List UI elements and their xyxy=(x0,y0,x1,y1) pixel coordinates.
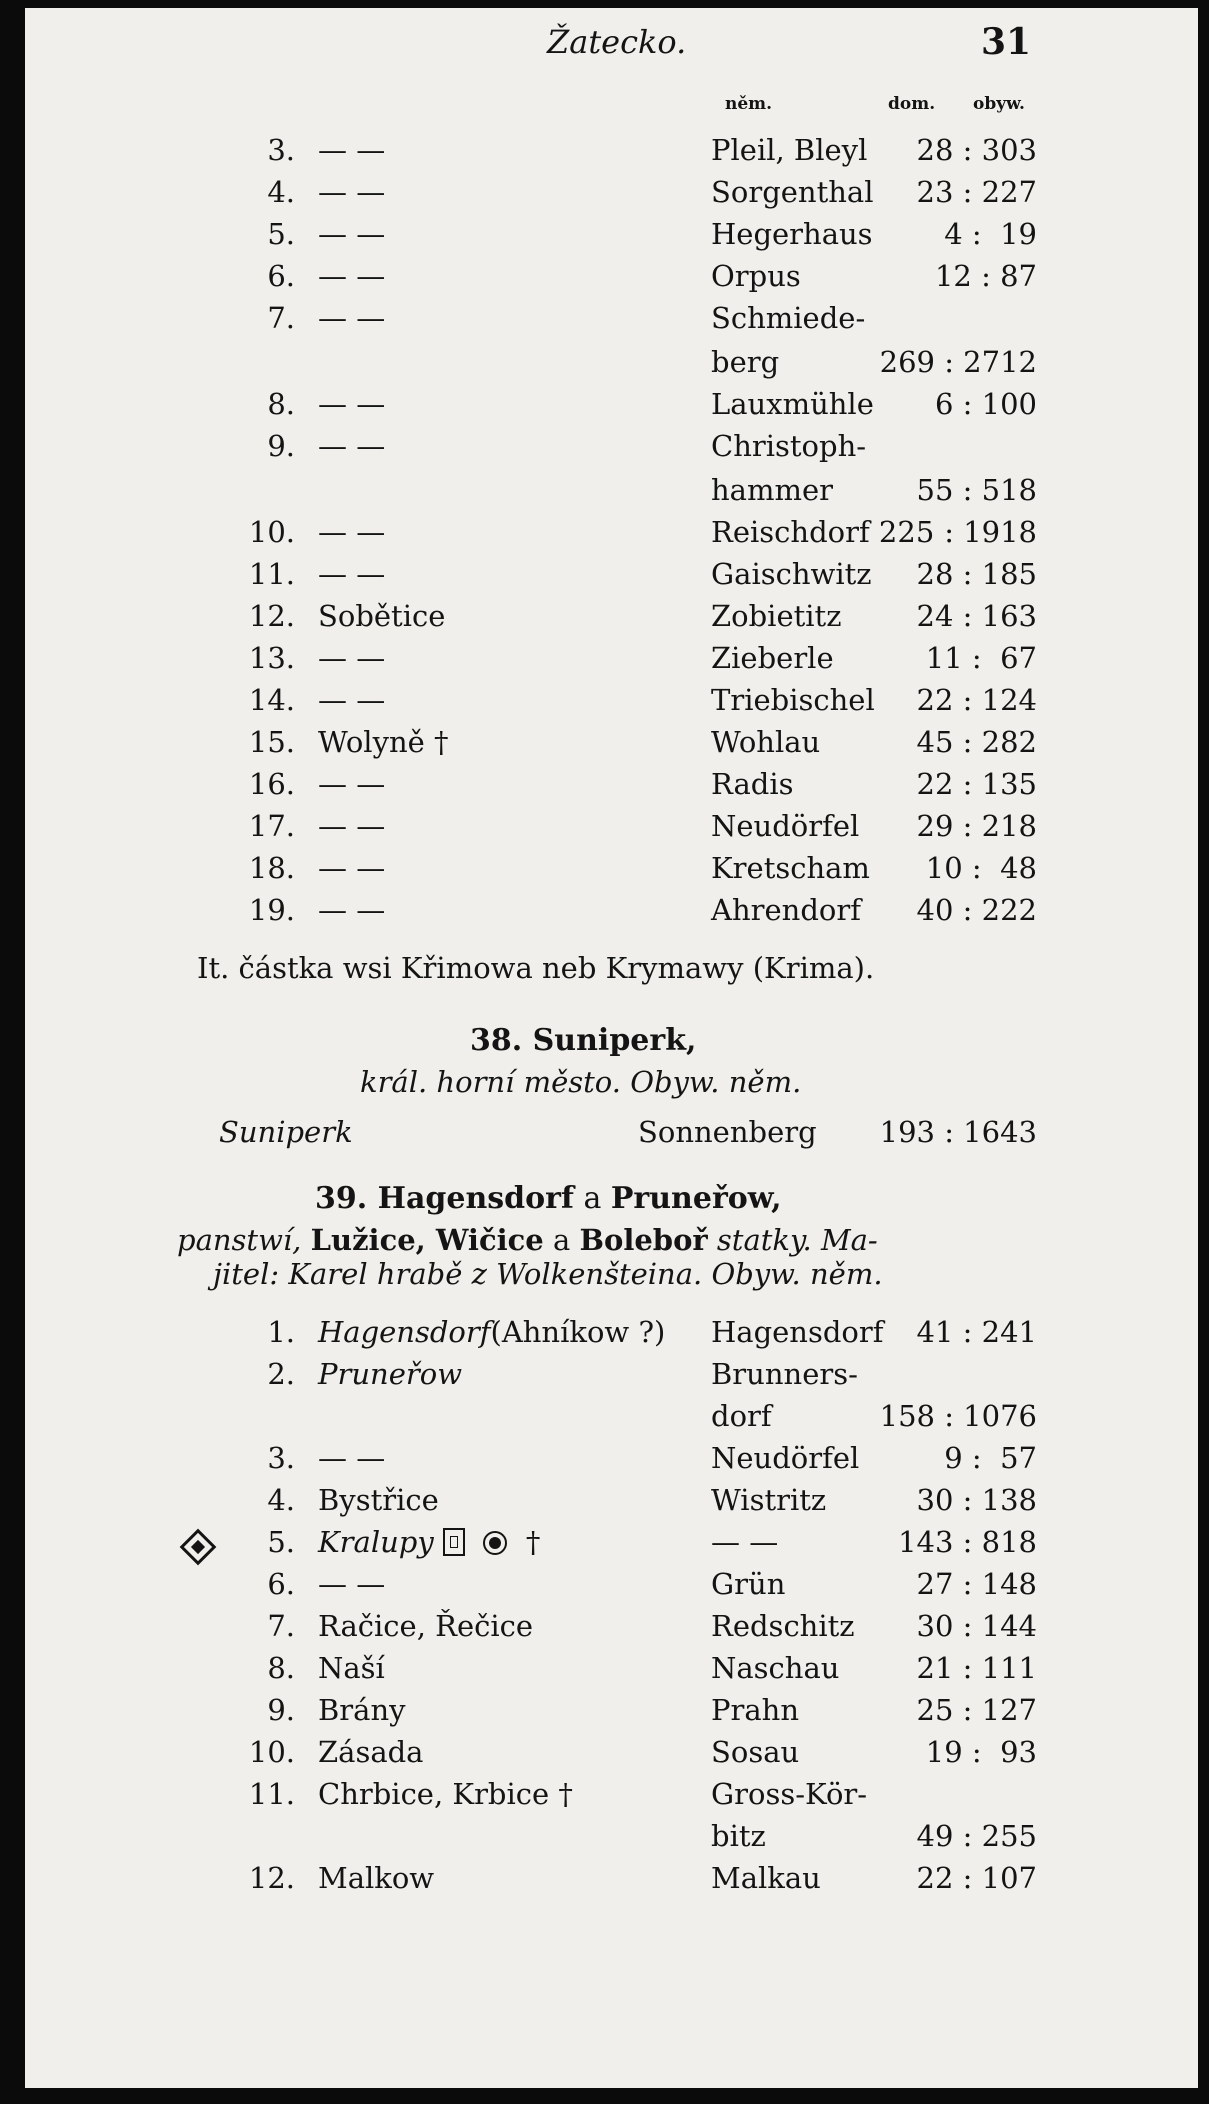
table-cell-de: Sonnenberg xyxy=(638,1115,817,1149)
table-cell-de: Gross-Kör- xyxy=(711,1777,868,1811)
table-cell-de: Sorgenthal xyxy=(711,175,874,209)
table-cell-de: Reischdorf 225 xyxy=(711,515,935,549)
table-cell-values: 269 : 2712 xyxy=(879,345,1037,379)
table-cell-number: 16. xyxy=(248,767,295,801)
table-cell-cz: Suniperk xyxy=(219,1115,353,1149)
table-cell-number: 8. xyxy=(267,1651,295,1685)
table-cell-de: hammer xyxy=(711,473,833,507)
table-cell-de: Prahn xyxy=(711,1693,800,1727)
sub-part-e: statky. Ma- xyxy=(716,1223,878,1257)
table-cell-de: Triebischel xyxy=(711,683,875,717)
table-cell-values: 49 : 255 xyxy=(916,1819,1037,1853)
document-page xyxy=(25,8,1198,2088)
title-part-a: 39. Hagensdorf xyxy=(315,1181,574,1216)
section-subtitle-38: král. horní město. Obyw. něm. xyxy=(360,1065,802,1099)
title-conj: a xyxy=(583,1181,602,1216)
table-cell-number: 1. xyxy=(267,1315,295,1349)
place-name: Chrbice, Krbice † xyxy=(318,1777,573,1811)
column-header-dom: dom. xyxy=(888,94,936,114)
table-cell-de: Orpus xyxy=(711,259,801,293)
table-cell-values: 9 : 57 xyxy=(944,1441,1037,1475)
table-cell-number: 12. xyxy=(248,599,295,633)
table-cell-number: 6. xyxy=(267,1567,295,1601)
table-cell-values: 12 : 87 xyxy=(934,259,1037,293)
sub-part-b: Lužice, Wičice xyxy=(310,1223,544,1257)
place-name: Račice, Řečice xyxy=(318,1609,534,1643)
table-cell-values: 45 : 282 xyxy=(916,725,1037,759)
table-cell-values: 40 : 222 xyxy=(916,893,1037,927)
table-cell-cz xyxy=(318,1357,463,1391)
table-cell-de: berg xyxy=(711,345,780,379)
table-cell-cz xyxy=(318,1315,666,1349)
table-cell-de: Neudörfel xyxy=(711,809,860,843)
table-cell-values: 28 : 303 xyxy=(916,133,1037,167)
table-cell-cz: — — xyxy=(318,683,386,717)
table-cell-values: 11 : 67 xyxy=(925,641,1037,675)
table-cell-de: — — xyxy=(711,1525,779,1559)
sub-part-a: panstwí, xyxy=(177,1223,302,1257)
table-cell-number: 9. xyxy=(267,429,295,463)
table-cell-number: 19. xyxy=(248,893,295,927)
title-part-b: Pruneřow, xyxy=(610,1181,782,1216)
table-cell-de: Gaischwitz xyxy=(711,557,872,591)
table-cell-number: 8. xyxy=(267,387,295,421)
table-cell-de: Lauxmühle xyxy=(711,387,874,421)
table-cell-cz: — — xyxy=(318,175,386,209)
table-cell-cz xyxy=(318,1651,385,1685)
table-cell-number: 14. xyxy=(248,683,295,717)
table-cell-values: 41 : 241 xyxy=(916,1315,1037,1349)
table-cell-number: 2. xyxy=(267,1357,295,1391)
table-cell-de: Hagensdorf xyxy=(711,1315,884,1349)
table-cell-number: 13. xyxy=(248,641,295,675)
table-cell-de: Sosau xyxy=(711,1735,800,1769)
table-cell-number: 15. xyxy=(248,725,295,759)
table-cell-de: bitz xyxy=(711,1819,766,1853)
table-cell-number: 17. xyxy=(248,809,295,843)
table-cell-number: 12. xyxy=(248,1861,295,1895)
place-name: — — xyxy=(318,1567,386,1601)
table-cell-de: Pleil, Bleyl xyxy=(711,133,868,167)
table-cell-values: 19 : 93 xyxy=(925,1735,1037,1769)
table-cell-values: 24 : 163 xyxy=(916,599,1037,633)
table-cell-cz xyxy=(318,1483,439,1517)
table-cell-cz xyxy=(318,1735,424,1769)
table-cell-values: 143 : 818 xyxy=(898,1525,1037,1559)
table-cell-number: 11. xyxy=(248,1777,295,1811)
table-cell-de: Wistritz xyxy=(711,1483,827,1517)
table-cell-values: 158 : 1076 xyxy=(879,1399,1037,1433)
place-name-italic: Pruneřow xyxy=(318,1357,463,1391)
table-cell-cz: — — xyxy=(318,217,386,251)
column-header-obyw: obyw. xyxy=(973,94,1025,114)
table-cell-values: 6 : 100 xyxy=(934,387,1037,421)
table-cell-number: 9. xyxy=(267,1693,295,1727)
place-name: Brány xyxy=(318,1693,406,1727)
place-name: Zásada xyxy=(318,1735,424,1769)
table-cell-de: Schmiede- xyxy=(711,301,866,335)
table-cell-values: : 1918 xyxy=(944,515,1037,549)
table-cell-values: 21 : 111 xyxy=(916,1651,1037,1685)
table-cell-number: 5. xyxy=(267,1525,295,1559)
place-name: † xyxy=(525,1525,541,1559)
table-cell-values: 10 : 48 xyxy=(925,851,1037,885)
table-cell-cz xyxy=(318,1567,386,1601)
table-cell-de: Zieberle xyxy=(711,641,834,675)
table-cell-values: 193 : 1643 xyxy=(879,1115,1037,1149)
column-header-nem: něm. xyxy=(725,94,773,114)
table-cell-values: 22 : 124 xyxy=(916,683,1037,717)
place-name-italic: Hagensdorf xyxy=(318,1315,491,1349)
section-subtitle-39-line2: jitel: Karel hrabě z Wolkenšteina. Obyw. něm. xyxy=(213,1257,883,1291)
table-cell-de: Ahrendorf xyxy=(711,893,861,927)
table-cell-values: 22 : 107 xyxy=(916,1861,1037,1895)
diamond-marker-icon xyxy=(180,1529,217,1566)
table-cell-cz xyxy=(318,1861,435,1895)
table-cell-de: Radis xyxy=(711,767,794,801)
table-cell-cz: — — xyxy=(318,133,386,167)
table-cell-number: 18. xyxy=(248,851,295,885)
table-cell-de: Redschitz xyxy=(711,1609,855,1643)
table-cell-de: Brunners- xyxy=(711,1357,858,1391)
table-cell-de: Wohlau xyxy=(711,725,821,759)
section-title-39 xyxy=(315,1181,782,1216)
table-cell-de: Christoph- xyxy=(711,429,867,463)
table-cell-cz xyxy=(318,1441,386,1475)
table-cell-cz: — — xyxy=(318,515,386,549)
place-name: — — xyxy=(318,1441,386,1475)
table-cell-cz: — — xyxy=(318,641,386,675)
table-cell-cz: Wolyně † xyxy=(318,725,449,759)
table-cell-number: 4. xyxy=(267,175,295,209)
running-title: Žatecko. xyxy=(547,23,687,61)
table-cell-number: 5. xyxy=(267,217,295,251)
table-cell-de: dorf xyxy=(711,1399,772,1433)
table-cell-values: 30 : 144 xyxy=(916,1609,1037,1643)
place-name: Malkow xyxy=(318,1861,435,1895)
table-cell-cz: — — xyxy=(318,809,386,843)
page-number: 31 xyxy=(981,21,1032,63)
table-cell-values: 30 : 138 xyxy=(916,1483,1037,1517)
table-cell-values: 27 : 148 xyxy=(916,1567,1037,1601)
table-cell-cz xyxy=(318,1609,534,1643)
section-title-38: 38. Suniperk, xyxy=(470,1023,697,1058)
table-cell-values: 55 : 518 xyxy=(916,473,1037,507)
section-subtitle-39-line1 xyxy=(177,1223,878,1257)
table-cell-de: Neudörfel xyxy=(711,1441,860,1475)
table-cell-number: 3. xyxy=(267,1441,295,1475)
table-cell-cz: — — xyxy=(318,301,386,335)
table-cell-de: Kretscham xyxy=(711,851,870,885)
table-cell-cz: — — xyxy=(318,429,386,463)
place-name: (Ahníkow ?) xyxy=(490,1315,666,1349)
table-cell-cz xyxy=(318,1777,573,1811)
table-cell-number: 10. xyxy=(248,515,295,549)
table-cell-cz: — — xyxy=(318,767,386,801)
table-cell-de: Grün xyxy=(711,1567,786,1601)
circle-dot-icon xyxy=(483,1531,507,1555)
table-cell-number: 7. xyxy=(267,301,295,335)
table-cell-values: 25 : 127 xyxy=(916,1693,1037,1727)
sub-part-c: a xyxy=(552,1223,571,1257)
place-name: Bystřice xyxy=(318,1483,439,1517)
table-cell-number: 3. xyxy=(267,133,295,167)
place-name-italic: Kralupy xyxy=(318,1525,434,1559)
table-cell-cz: — — xyxy=(318,893,386,927)
table-cell-de: Malkau xyxy=(711,1861,821,1895)
table-cell-de: Hegerhaus xyxy=(711,217,873,251)
sub-part-d: Boleboř xyxy=(579,1223,708,1257)
table-cell-number: 4. xyxy=(267,1483,295,1517)
table-cell-cz: — — xyxy=(318,851,386,885)
table-cell-cz: — — xyxy=(318,387,386,421)
tower-icon xyxy=(443,1528,465,1556)
table-cell-values: 4 : 19 xyxy=(944,217,1037,251)
table-cell-values: 23 : 227 xyxy=(916,175,1037,209)
table-cell-values: 29 : 218 xyxy=(916,809,1037,843)
table-cell-number: 11. xyxy=(248,557,295,591)
table-cell-number: 7. xyxy=(267,1609,295,1643)
table-cell-cz: — — xyxy=(318,259,386,293)
table-cell-cz: — — xyxy=(318,557,386,591)
table-cell-values: 28 : 185 xyxy=(916,557,1037,591)
table-cell-cz: Sobětice xyxy=(318,599,446,633)
table-cell-number: 6. xyxy=(267,259,295,293)
table-cell-de: Zobietitz xyxy=(711,599,842,633)
table-cell-cz xyxy=(318,1693,406,1727)
note-text: It. částka wsi Křimowa neb Krymawy (Krima). xyxy=(197,951,875,985)
table-cell-values: 22 : 135 xyxy=(916,767,1037,801)
table-cell-number: 10. xyxy=(248,1735,295,1769)
place-name: Naší xyxy=(318,1651,385,1685)
table-cell-cz xyxy=(318,1525,541,1559)
table-cell-de: Naschau xyxy=(711,1651,840,1685)
